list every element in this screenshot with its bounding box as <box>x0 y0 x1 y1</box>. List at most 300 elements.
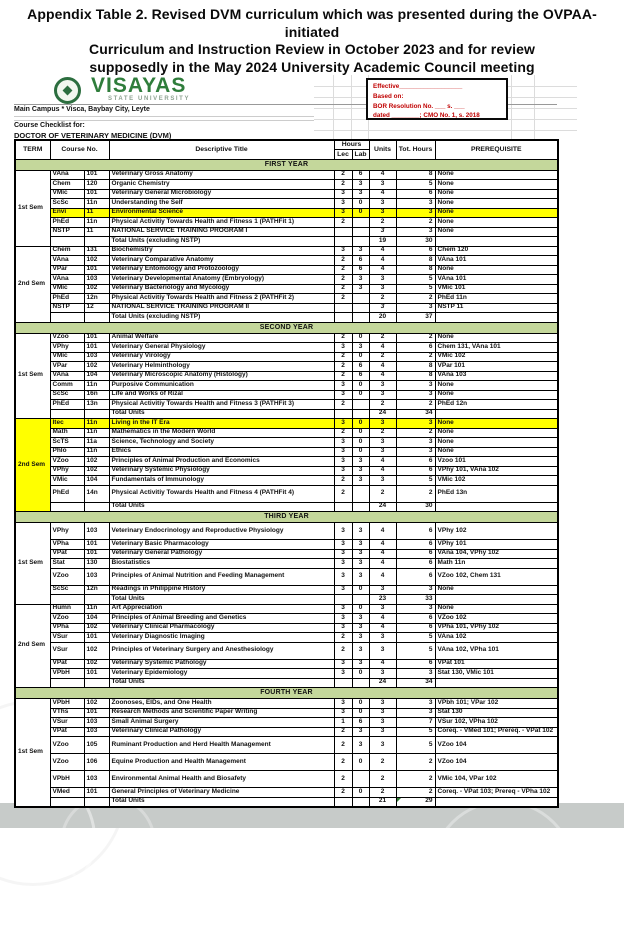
course-prefix-cell: VAna <box>50 170 84 180</box>
course-prefix-cell: NSTP <box>50 303 84 313</box>
prereq-cell: PhEd 13n <box>435 485 558 502</box>
lab-cell: 3 <box>352 523 369 540</box>
tot-hours-cell: 3 <box>396 708 435 718</box>
tot-hours-cell: 2 <box>396 400 435 410</box>
lab-cell <box>352 797 369 807</box>
lab-cell: 0 <box>352 419 369 429</box>
tot-hours-cell: 2 <box>396 218 435 228</box>
course-number-cell: 103 <box>84 352 109 362</box>
year-band-label: FIRST YEAR <box>15 159 558 170</box>
total-row <box>15 313 558 323</box>
course-row <box>15 585 558 595</box>
prereq-cell: None <box>435 218 558 228</box>
course-prefix-cell: VPat <box>50 549 84 559</box>
tot-hours-cell: 5 <box>396 284 435 294</box>
tot-hours-cell: 6 <box>396 659 435 669</box>
course-title-cell: Research Methods and Scientific Paper Writing <box>109 708 334 718</box>
lec-cell <box>334 227 352 237</box>
term-cell: 1st Sem <box>15 699 50 807</box>
units-cell: 3 <box>369 199 396 209</box>
course-number-cell: 101 <box>84 669 109 679</box>
course-number-cell: 105 <box>84 737 109 754</box>
units-cell: 4 <box>369 371 396 381</box>
year-band <box>15 688 558 699</box>
course-title-cell: Mathematics in the Modern World <box>109 428 334 438</box>
course-title-cell: Environmental Science <box>109 208 334 218</box>
course-row <box>15 718 558 728</box>
course-row <box>15 265 558 275</box>
course-number-cell: 102 <box>84 466 109 476</box>
lec-cell: 3 <box>334 189 352 199</box>
course-row <box>15 170 558 180</box>
course-number-cell: 12n <box>84 585 109 595</box>
lec-cell: 3 <box>334 699 352 709</box>
tot-hours-cell: 6 <box>396 540 435 550</box>
course-row <box>15 419 558 429</box>
lab-cell: 0 <box>352 390 369 400</box>
course-title-cell: Life and Works of Rizal <box>109 390 334 400</box>
course-number-cell: 102 <box>84 642 109 659</box>
total-hours-cell: 29 <box>396 797 435 807</box>
course-row <box>15 485 558 502</box>
course-row <box>15 754 558 771</box>
course-title-cell: Physical Activitiy Towards Health and Fitness 2 (PATHFit 2) <box>109 294 334 304</box>
lec-cell: 2 <box>334 727 352 737</box>
course-prefix-cell: ScTS <box>50 438 84 448</box>
prereq-cell: None <box>435 170 558 180</box>
units-cell: 3 <box>369 476 396 486</box>
course-prefix-cell: PhEd <box>50 294 84 304</box>
course-row <box>15 438 558 448</box>
course-title-cell: Principles of Animal Breeding and Genetics <box>109 614 334 624</box>
course-title-cell: Veterinary Entomology and Protozoology <box>109 265 334 275</box>
lab-cell <box>352 595 369 605</box>
lab-cell <box>352 485 369 502</box>
lab-cell: 0 <box>352 447 369 457</box>
course-prefix-cell: VSur <box>50 633 84 643</box>
course-number-cell: 102 <box>84 284 109 294</box>
lab-cell: 6 <box>352 718 369 728</box>
prereq-cell: None <box>435 189 558 199</box>
course-title-cell: Ruminant Production and Herd Health Management <box>109 737 334 754</box>
prereq-cell: PhEd 11n <box>435 294 558 304</box>
total-units-cell: 21 <box>369 797 396 807</box>
prereq-cell: Math 11n <box>435 559 558 569</box>
course-title-cell: Small Animal Surgery <box>109 718 334 728</box>
course-row <box>15 642 558 659</box>
course-title-cell: Biochemistry <box>109 246 334 256</box>
prereq-cell: VPha 101, VPhy 102 <box>435 623 558 633</box>
total-label-cell: Total Units <box>109 502 334 512</box>
course-number-cell: 11n <box>84 199 109 209</box>
total-row <box>15 678 558 688</box>
units-cell: 4 <box>369 170 396 180</box>
units-cell: 3 <box>369 699 396 709</box>
col-header-tot-hours: Tot. Hours <box>396 140 435 159</box>
course-prefix-cell <box>50 502 84 512</box>
based-on-line: Based on: <box>373 92 404 100</box>
total-units-cell: 23 <box>369 595 396 605</box>
course-title-cell: Veterinary General Physiology <box>109 343 334 353</box>
lab-cell: 3 <box>352 246 369 256</box>
units-cell: 3 <box>369 633 396 643</box>
course-row <box>15 352 558 362</box>
course-row <box>15 256 558 266</box>
col-header-lec: Lec <box>334 150 352 160</box>
course-title-cell: Veterinary Clinical Pharmacology <box>109 623 334 633</box>
appendix-title-line2: Curriculum and Instruction Review in October 2023 and for review <box>89 41 535 57</box>
course-row <box>15 568 558 585</box>
course-row <box>15 362 558 372</box>
lec-cell <box>334 797 352 807</box>
course-prefix-cell: VMic <box>50 284 84 294</box>
course-number-cell: 16n <box>84 390 109 400</box>
course-title-cell: Understanding the Self <box>109 199 334 209</box>
prereq-cell: VMic 101 <box>435 284 558 294</box>
course-prefix-cell: Phlo <box>50 447 84 457</box>
tot-hours-cell: 2 <box>396 771 435 788</box>
course-prefix-cell: VZoo <box>50 737 84 754</box>
course-title-cell: Veterinary Clinical Pathology <box>109 727 334 737</box>
curriculum-table <box>14 139 559 808</box>
units-cell: 4 <box>369 614 396 624</box>
dated-cmo-line: dated ________; CMO No. 1, s. 2018 <box>373 112 480 120</box>
tot-hours-cell: 3 <box>396 438 435 448</box>
lab-cell: 3 <box>352 659 369 669</box>
lab-cell: 3 <box>352 466 369 476</box>
units-cell: 2 <box>369 333 396 343</box>
lab-cell: 3 <box>352 737 369 754</box>
course-number-cell: 101 <box>84 708 109 718</box>
lab-cell: 3 <box>352 568 369 585</box>
lec-cell: 3 <box>334 208 352 218</box>
lec-cell: 2 <box>334 294 352 304</box>
term-cell: 1st Sem <box>15 523 50 605</box>
lec-cell: 3 <box>334 708 352 718</box>
lab-cell: 0 <box>352 585 369 595</box>
lab-cell: 3 <box>352 623 369 633</box>
tot-hours-cell: 6 <box>396 343 435 353</box>
lec-cell: 3 <box>334 623 352 633</box>
tot-hours-cell: 3 <box>396 699 435 709</box>
course-prefix-cell <box>50 237 84 247</box>
tot-hours-cell: 8 <box>396 371 435 381</box>
course-title-cell: Environmental Animal Health and Biosafety <box>109 771 334 788</box>
prereq-cell: VPar 101 <box>435 362 558 372</box>
units-cell: 3 <box>369 390 396 400</box>
course-row <box>15 227 558 237</box>
course-prefix-cell: VPhy <box>50 466 84 476</box>
lec-cell: 3 <box>334 343 352 353</box>
lec-cell: 3 <box>334 419 352 429</box>
course-prefix-cell: VPat <box>50 659 84 669</box>
tot-hours-cell: 2 <box>396 352 435 362</box>
table-header-row <box>15 140 558 150</box>
course-prefix-cell: VSur <box>50 718 84 728</box>
units-cell: 3 <box>369 718 396 728</box>
course-row <box>15 284 558 294</box>
lab-cell <box>352 771 369 788</box>
lec-cell: 3 <box>334 540 352 550</box>
col-header-units: Units <box>369 140 396 159</box>
lec-cell: 2 <box>334 771 352 788</box>
lab-cell: 0 <box>352 669 369 679</box>
lab-cell: 3 <box>352 189 369 199</box>
course-title-cell: Veterinary Comparative Anatomy <box>109 256 334 266</box>
lab-cell: 3 <box>352 549 369 559</box>
tot-hours-cell: 8 <box>396 362 435 372</box>
course-row <box>15 333 558 343</box>
course-number-cell: 101 <box>84 189 109 199</box>
total-row <box>15 237 558 247</box>
course-prefix-cell: VPar <box>50 265 84 275</box>
tot-hours-cell: 6 <box>396 523 435 540</box>
course-number-cell <box>84 502 109 512</box>
course-prefix-cell: Chem <box>50 180 84 190</box>
course-prefix-cell: VPbH <box>50 699 84 709</box>
lec-cell <box>334 237 352 247</box>
lec-cell: 3 <box>334 604 352 614</box>
prereq-cell: VZoo 102 <box>435 614 558 624</box>
units-cell: 3 <box>369 227 396 237</box>
course-title-cell: Veterinary Systemic Pathology <box>109 659 334 669</box>
lec-cell <box>334 502 352 512</box>
lab-cell: 0 <box>352 604 369 614</box>
tot-hours-cell: 3 <box>396 419 435 429</box>
lec-cell: 2 <box>334 362 352 372</box>
prereq-cell: None <box>435 419 558 429</box>
prereq-cell: NSTP 11 <box>435 303 558 313</box>
tot-hours-cell: 5 <box>396 737 435 754</box>
course-prefix-cell: VSur <box>50 642 84 659</box>
units-cell: 4 <box>369 457 396 467</box>
lab-cell: 3 <box>352 614 369 624</box>
course-prefix-cell <box>50 797 84 807</box>
course-title-cell: General Principles of Veterinary Medicine <box>109 788 334 798</box>
course-prefix-cell: Stat <box>50 559 84 569</box>
course-prefix-cell: ScSc <box>50 390 84 400</box>
header-rule <box>14 116 314 117</box>
prereq-cell: PhEd 12n <box>435 400 558 410</box>
prereq-cell <box>435 678 558 688</box>
lab-cell <box>352 409 369 419</box>
lec-cell: 1 <box>334 718 352 728</box>
tot-hours-cell: 5 <box>396 275 435 285</box>
course-row <box>15 659 558 669</box>
units-cell: 3 <box>369 737 396 754</box>
tot-hours-cell: 3 <box>396 604 435 614</box>
prereq-cell: VZoo 104 <box>435 737 558 754</box>
prereq-cell <box>435 595 558 605</box>
course-number-cell: 103 <box>84 718 109 728</box>
curriculum-sheet <box>14 75 557 808</box>
course-number-cell: 101 <box>84 788 109 798</box>
lec-cell: 2 <box>334 428 352 438</box>
lab-cell: 0 <box>352 208 369 218</box>
tot-hours-cell: 6 <box>396 568 435 585</box>
course-row <box>15 466 558 476</box>
units-cell: 2 <box>369 428 396 438</box>
total-hours-cell: 30 <box>396 502 435 512</box>
course-prefix-cell: PhEd <box>50 400 84 410</box>
course-number-cell <box>84 797 109 807</box>
lec-cell <box>334 678 352 688</box>
tot-hours-cell: 5 <box>396 633 435 643</box>
lec-cell <box>334 313 352 323</box>
lec-cell: 2 <box>334 265 352 275</box>
lab-cell <box>352 227 369 237</box>
university-name: VISAYAS <box>91 74 187 97</box>
prereq-cell: None <box>435 199 558 209</box>
course-prefix-cell: VAna <box>50 256 84 266</box>
lec-cell: 3 <box>334 381 352 391</box>
appendix-title <box>8 6 616 76</box>
course-number-cell: 11 <box>84 227 109 237</box>
tot-hours-cell: 5 <box>396 727 435 737</box>
prereq-cell: Coreq. - VMed 101; Prereq. - VPat 102 <box>435 727 558 737</box>
course-title-cell: Veterinary Diagnostic Imaging <box>109 633 334 643</box>
lec-cell: 3 <box>334 614 352 624</box>
lab-cell: 0 <box>352 381 369 391</box>
course-row <box>15 708 558 718</box>
total-units-cell: 24 <box>369 409 396 419</box>
lab-cell: 6 <box>352 371 369 381</box>
total-hours-cell: 34 <box>396 678 435 688</box>
course-number-cell: 101 <box>84 265 109 275</box>
prereq-cell: VPhy 102 <box>435 523 558 540</box>
lec-cell: 2 <box>334 485 352 502</box>
lec-cell: 3 <box>334 447 352 457</box>
course-row <box>15 476 558 486</box>
course-number-cell: 11n <box>84 381 109 391</box>
course-row <box>15 218 558 228</box>
tot-hours-cell: 6 <box>396 549 435 559</box>
lab-cell: 0 <box>352 708 369 718</box>
units-cell: 3 <box>369 604 396 614</box>
tot-hours-cell: 6 <box>396 559 435 569</box>
course-title-cell: Fundamentals of Immunology <box>109 476 334 486</box>
course-number-cell: 104 <box>84 371 109 381</box>
prereq-cell: None <box>435 227 558 237</box>
units-cell: 2 <box>369 771 396 788</box>
bor-resolution-line: BOR Resolution No. ___ s. ___ <box>373 102 465 110</box>
tot-hours-cell: 6 <box>396 466 435 476</box>
course-title-cell: Art Appreciation <box>109 604 334 614</box>
course-number-cell <box>84 595 109 605</box>
units-cell: 3 <box>369 208 396 218</box>
units-cell: 3 <box>369 438 396 448</box>
course-number-cell: 11a <box>84 438 109 448</box>
course-prefix-cell <box>50 313 84 323</box>
lab-cell: 6 <box>352 256 369 266</box>
units-cell: 4 <box>369 466 396 476</box>
units-cell: 4 <box>369 189 396 199</box>
course-number-cell <box>84 409 109 419</box>
tot-hours-cell: 3 <box>396 447 435 457</box>
tot-hours-cell: 3 <box>396 669 435 679</box>
course-number-cell: 11n <box>84 604 109 614</box>
lab-cell <box>352 218 369 228</box>
course-number-cell: 12n <box>84 294 109 304</box>
lec-cell: 2 <box>334 218 352 228</box>
lec-cell: 3 <box>334 390 352 400</box>
lec-cell: 3 <box>334 568 352 585</box>
lab-cell: 3 <box>352 633 369 643</box>
col-header-prereq: PREREQUISITE <box>435 140 558 159</box>
course-number-cell: 11n <box>84 419 109 429</box>
lec-cell: 3 <box>334 466 352 476</box>
course-row <box>15 189 558 199</box>
year-band <box>15 512 558 523</box>
lab-cell: 3 <box>352 180 369 190</box>
checklist-label: Course Checklist for: <box>14 122 85 129</box>
tot-hours-cell: 6 <box>396 189 435 199</box>
lec-cell: 2 <box>334 400 352 410</box>
course-number-cell: 101 <box>84 333 109 343</box>
sheet-header <box>14 75 557 139</box>
tot-hours-cell: 3 <box>396 381 435 391</box>
total-units-cell: 19 <box>369 237 396 247</box>
course-number-cell: 103 <box>84 523 109 540</box>
term-cell: 2nd Sem <box>15 604 50 688</box>
course-row <box>15 614 558 624</box>
col-header-term: TERM <box>15 140 50 159</box>
course-row <box>15 371 558 381</box>
lec-cell: 2 <box>334 180 352 190</box>
tot-hours-cell: 6 <box>396 457 435 467</box>
tot-hours-cell: 3 <box>396 303 435 313</box>
prereq-cell: None <box>435 180 558 190</box>
course-number-cell: 103 <box>84 275 109 285</box>
total-hours-cell: 30 <box>396 237 435 247</box>
col-header-hours: Hours <box>334 140 369 150</box>
appendix-title-line3: supposedly in the May 2024 University Academic Council meeting <box>89 58 535 75</box>
course-prefix-cell: VPha <box>50 540 84 550</box>
units-cell: 4 <box>369 540 396 550</box>
university-seal-icon <box>54 77 81 104</box>
total-label-cell: Total Units <box>109 797 334 807</box>
tot-hours-cell: 7 <box>396 718 435 728</box>
total-row <box>15 797 558 807</box>
course-title-cell: Living in the IT Era <box>109 419 334 429</box>
total-label-cell: Total Units <box>109 595 334 605</box>
course-row <box>15 447 558 457</box>
units-cell: 4 <box>369 343 396 353</box>
tot-hours-cell: 2 <box>396 428 435 438</box>
prereq-cell: Vzoo 101 <box>435 457 558 467</box>
prereq-cell <box>435 313 558 323</box>
course-number-cell: 101 <box>84 549 109 559</box>
course-row <box>15 788 558 798</box>
lab-cell: 0 <box>352 754 369 771</box>
units-cell: 3 <box>369 708 396 718</box>
units-cell: 3 <box>369 585 396 595</box>
background-circle-decoration <box>60 795 156 891</box>
year-band <box>15 159 558 170</box>
course-prefix-cell: VPbH <box>50 771 84 788</box>
cell-comment-marker <box>397 798 401 802</box>
lab-cell <box>352 502 369 512</box>
prereq-cell: VAna 102 <box>435 633 558 643</box>
course-prefix-cell: Chem <box>50 246 84 256</box>
units-cell: 2 <box>369 294 396 304</box>
course-title-cell: Veterinary Developmental Anatomy (Embryology) <box>109 275 334 285</box>
prereq-cell: VZoo 104 <box>435 754 558 771</box>
tot-hours-cell: 3 <box>396 199 435 209</box>
course-prefix-cell: VPhy <box>50 343 84 353</box>
course-prefix-cell: VPar <box>50 362 84 372</box>
course-prefix-cell: Humn <box>50 604 84 614</box>
